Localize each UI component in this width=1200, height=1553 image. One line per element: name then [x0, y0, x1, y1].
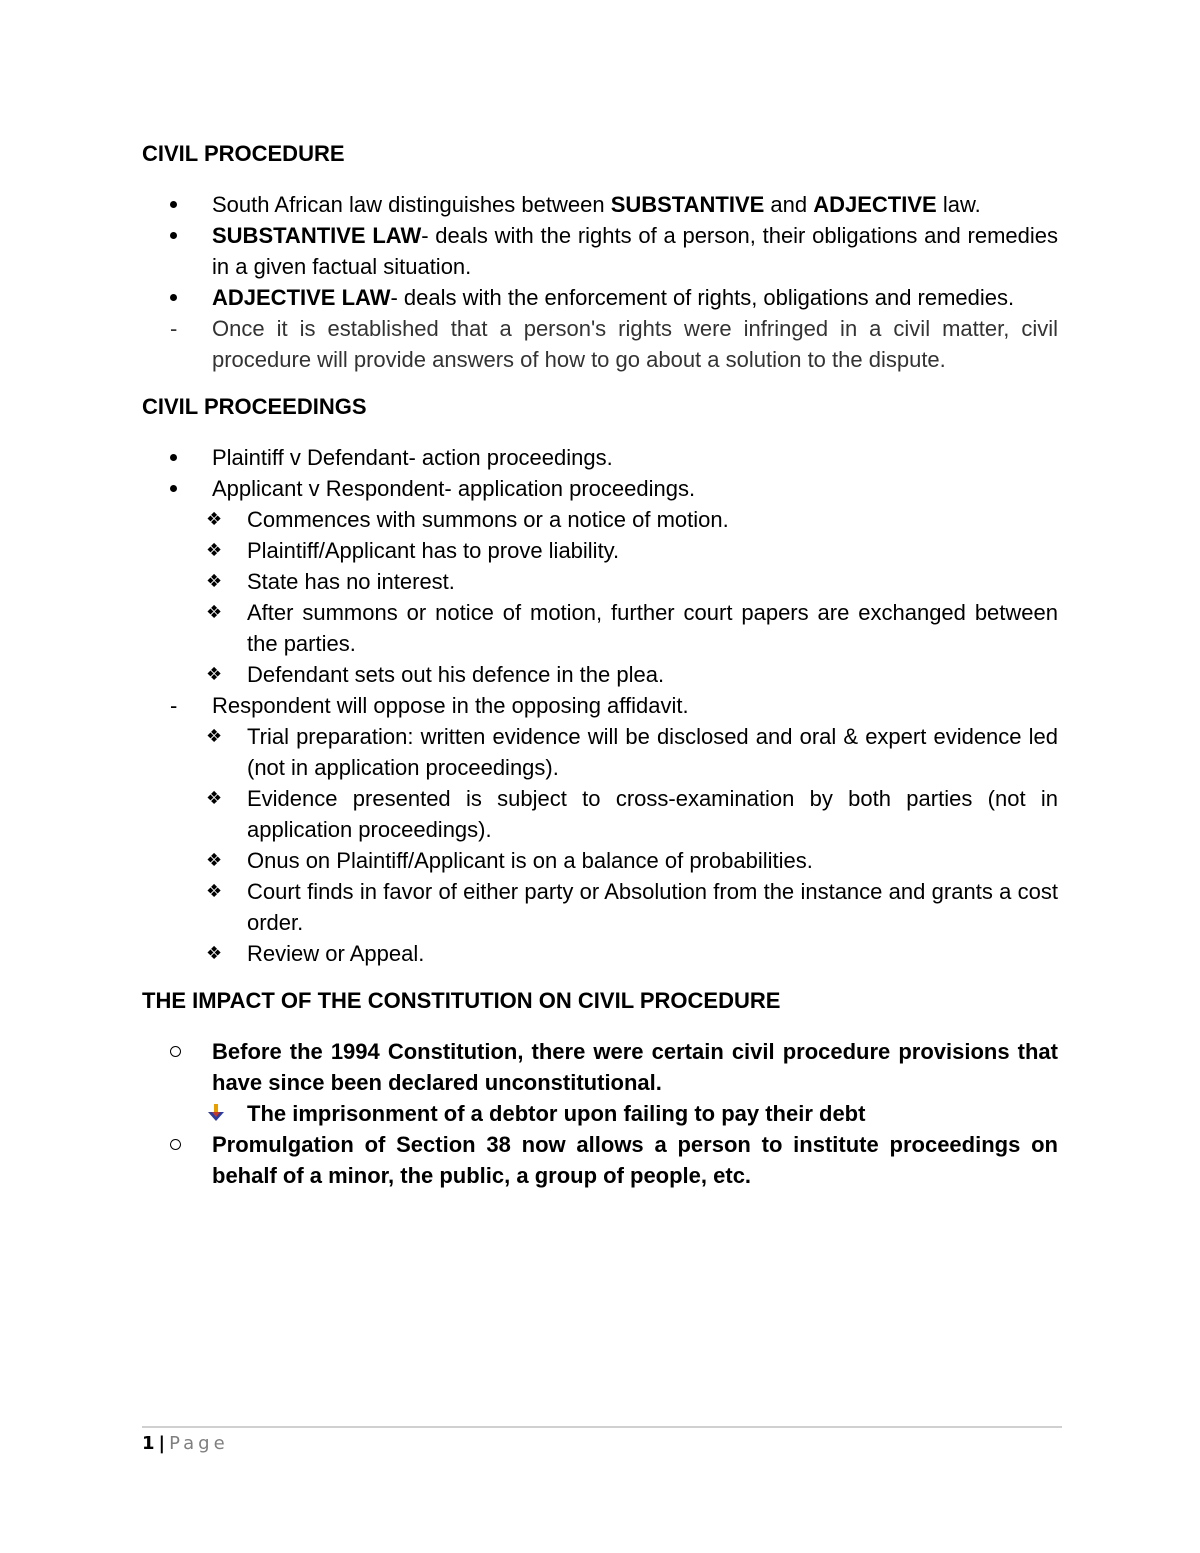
four-diamond-bullet-icon: ❖ — [206, 602, 223, 622]
hollow-circle-bullet-icon — [170, 1036, 200, 1067]
four-diamond-bullet-icon: ❖ — [206, 881, 223, 901]
dash-bullet-icon: - — [170, 316, 178, 341]
four-diamond-bullet-icon: ❖ — [206, 726, 223, 746]
four-diamond-bullet-icon: ❖ — [206, 540, 223, 560]
filled-circle-bullet-icon — [170, 220, 200, 251]
down-arrow-bullet-icon — [206, 1098, 236, 1129]
list-item: ❖ State has no interest. — [142, 566, 1058, 597]
list-item: The imprisonment of a debtor upon failing to pay their debt — [142, 1098, 1058, 1129]
four-diamond-bullet-icon: ❖ — [206, 571, 223, 591]
section-heading-constitution-impact: THE IMPACT OF THE CONSTITUTION ON CIVIL PROCEDURE — [142, 988, 781, 1013]
filled-circle-bullet-icon — [170, 189, 200, 220]
list-item: - Respondent will oppose in the opposing affidavit. — [142, 690, 1058, 721]
page-label: Page — [169, 1433, 229, 1454]
filled-circle-bullet-icon — [170, 473, 200, 504]
four-diamond-bullet-icon: ❖ — [206, 850, 223, 870]
filled-circle-bullet-icon — [170, 282, 200, 313]
four-diamond-bullet-icon: ❖ — [206, 943, 223, 963]
list-item: ❖ Defendant sets out his defence in the plea. — [142, 659, 1058, 690]
footer-separator: | — [158, 1433, 166, 1454]
list-item: Promulgation of Section 38 now allows a person to institute proceedings on behalf of a minor, the public, a group of people, etc. — [142, 1129, 1058, 1191]
section-heading-civil-proceedings: CIVIL PROCEEDINGS — [142, 394, 367, 419]
hollow-circle-bullet-icon — [170, 1129, 200, 1160]
list-item: ❖ Plaintiff/Applicant has to prove liability. — [142, 535, 1058, 566]
list-item: Applicant v Respondent- application proceedings. — [142, 473, 1058, 504]
page-number: 1 — [142, 1433, 155, 1454]
list-item: South African law distinguishes between SUBSTANTIVE and ADJECTIVE law. — [142, 189, 1058, 220]
list-item: ❖ Trial preparation: written evidence will be disclosed and oral & expert evidence led (not in application proceedings). — [142, 721, 1058, 783]
four-diamond-bullet-icon: ❖ — [206, 664, 223, 684]
list-item: ❖ Commences with summons or a notice of motion. — [142, 504, 1058, 535]
list-item: - Once it is established that a person's rights were infringed in a civil matter, civil procedure will provide answers of how to go about a solution to the dispute. — [142, 313, 1058, 375]
list-item: ADJECTIVE LAW- deals with the enforcement of rights, obligations and remedies. — [142, 282, 1058, 313]
list-item: ❖ Evidence presented is subject to cross-examination by both parties (not in application proceedings). — [142, 783, 1058, 845]
list-item: Before the 1994 Constitution, there were certain civil procedure provisions that have since been declared unconstitutional. — [142, 1036, 1058, 1098]
list-item: ❖ Court finds in favor of either party or Absolution from the instance and grants a cost order. — [142, 876, 1058, 938]
list-item: ❖ After summons or notice of motion, further court papers are exchanged between the parties. — [142, 597, 1058, 659]
page-footer — [142, 1432, 229, 1456]
document-body — [142, 138, 1058, 1191]
list-item: ❖ Onus on Plaintiff/Applicant is on a balance of probabilities. — [142, 845, 1058, 876]
filled-circle-bullet-icon — [170, 442, 200, 473]
dash-bullet-icon: - — [170, 693, 178, 718]
four-diamond-bullet-icon: ❖ — [206, 788, 223, 808]
list-item: Plaintiff v Defendant- action proceedings. — [142, 442, 1058, 473]
list-item: SUBSTANTIVE LAW- deals with the rights of a person, their obligations and remedies in a given factual situation. — [142, 220, 1058, 282]
four-diamond-bullet-icon: ❖ — [206, 509, 223, 529]
footer-divider — [142, 1426, 1062, 1428]
list-item: ❖ Review or Appeal. — [142, 938, 1058, 969]
section-heading-civil-procedure: CIVIL PROCEDURE — [142, 141, 345, 166]
